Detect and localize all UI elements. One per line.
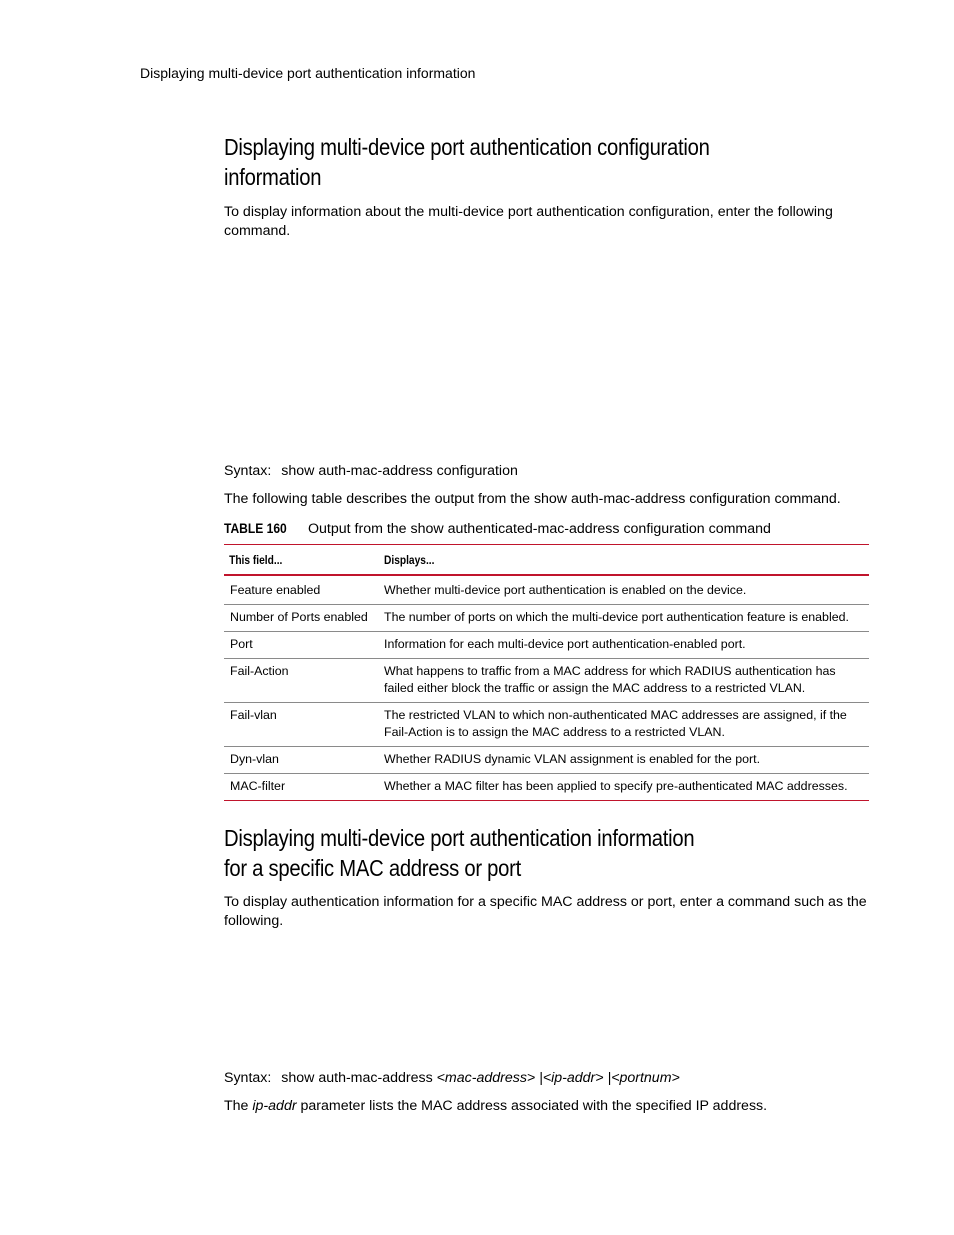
table-row <box>224 702 869 746</box>
displays-cell: Whether RADIUS dynamic VLAN assignment is enabled for the port. <box>384 752 761 766</box>
heading-line-2: for a specific MAC address or port <box>224 855 521 881</box>
table-intro <box>224 490 874 509</box>
syntax-arguments: <mac-address> |<ip-addr> |<portnum> <box>432 1070 680 1086</box>
table-row <box>224 576 869 604</box>
displays-cell: Whether multi-device port authentication is enabled on the device. <box>384 583 747 597</box>
table-row <box>224 631 869 658</box>
table-header-row <box>224 545 869 576</box>
table-caption <box>224 521 771 537</box>
caption-suffix: command <box>704 521 771 537</box>
syntax-command: show auth-mac-address configuration <box>281 463 518 479</box>
heading-line-1: Displaying multi-device port authentication information <box>224 825 695 851</box>
section-heading-configuration <box>224 132 717 192</box>
output-table <box>224 544 869 801</box>
table-intro-suffix: command. <box>770 491 841 507</box>
displays-cell: Whether a MAC filter has been applied to specify pre-authenticated MAC addresses. <box>384 779 848 793</box>
note-text: The <box>224 1098 253 1114</box>
field-cell: Dyn-vlan <box>230 752 279 766</box>
table-intro-text: The following table describes the output from the <box>224 491 534 507</box>
table-number: TABLE 160 <box>224 521 287 537</box>
field-cell: Fail-vlan <box>230 708 277 722</box>
field-cell: MAC-filter <box>230 779 286 793</box>
table-row <box>224 604 869 631</box>
table-row <box>224 773 869 800</box>
running-head: Displaying multi-device port authentication information <box>140 65 476 81</box>
table-body <box>224 576 869 800</box>
displays-cell: The restricted VLAN to which non-authenticated MAC addresses are assigned, if the Fail-Action is to assign the MAC address to a restricted VLAN. <box>384 708 847 739</box>
field-cell: Fail-Action <box>230 664 289 678</box>
displays-cell: What happens to traffic from a MAC address for which RADIUS authentication has failed either block the traffic or assign the MAC address to a restricted VLAN. <box>384 664 836 695</box>
table-row <box>224 746 869 773</box>
caption-command: show authenticated-mac-address configuration <box>410 521 705 537</box>
header-displays: Displays... <box>384 552 435 567</box>
table-intro-command: show auth-mac-address configuration <box>533 491 771 507</box>
section-heading-specific <box>224 823 717 883</box>
field-cell: Port <box>230 637 253 651</box>
header-field: This field... <box>229 552 283 567</box>
caption-text: Output from the <box>308 521 411 537</box>
heading-line-1: Displaying multi-device port authentication configuration <box>224 134 710 160</box>
field-cell: Number of Ports enabled <box>230 610 368 624</box>
syntax-line-configuration <box>224 462 518 481</box>
syntax-command: show auth-mac-address <box>281 1070 433 1086</box>
syntax-line-specific <box>224 1069 680 1088</box>
syntax-label: Syntax: <box>224 463 272 479</box>
section1-intro: To display information about the multi-device port authentication configuration, enter the following command. <box>224 204 833 239</box>
heading-line-2: information <box>224 164 322 190</box>
field-cell: Feature enabled <box>230 583 321 597</box>
syntax-label: Syntax: <box>224 1070 272 1086</box>
note-suffix: parameter lists the MAC address associated with the specified IP address. <box>296 1098 768 1114</box>
ip-addr-note <box>224 1097 874 1116</box>
section2-intro: To display authentication information for a specific MAC address or port, enter a command such as the following. <box>224 894 867 929</box>
note-parameter: ip-addr <box>252 1098 297 1114</box>
displays-cell: The number of ports on which the multi-device port authentication feature is enabled. <box>384 610 849 624</box>
table-row <box>224 658 869 702</box>
displays-cell: Information for each multi-device port authentication-enabled port. <box>384 637 746 651</box>
